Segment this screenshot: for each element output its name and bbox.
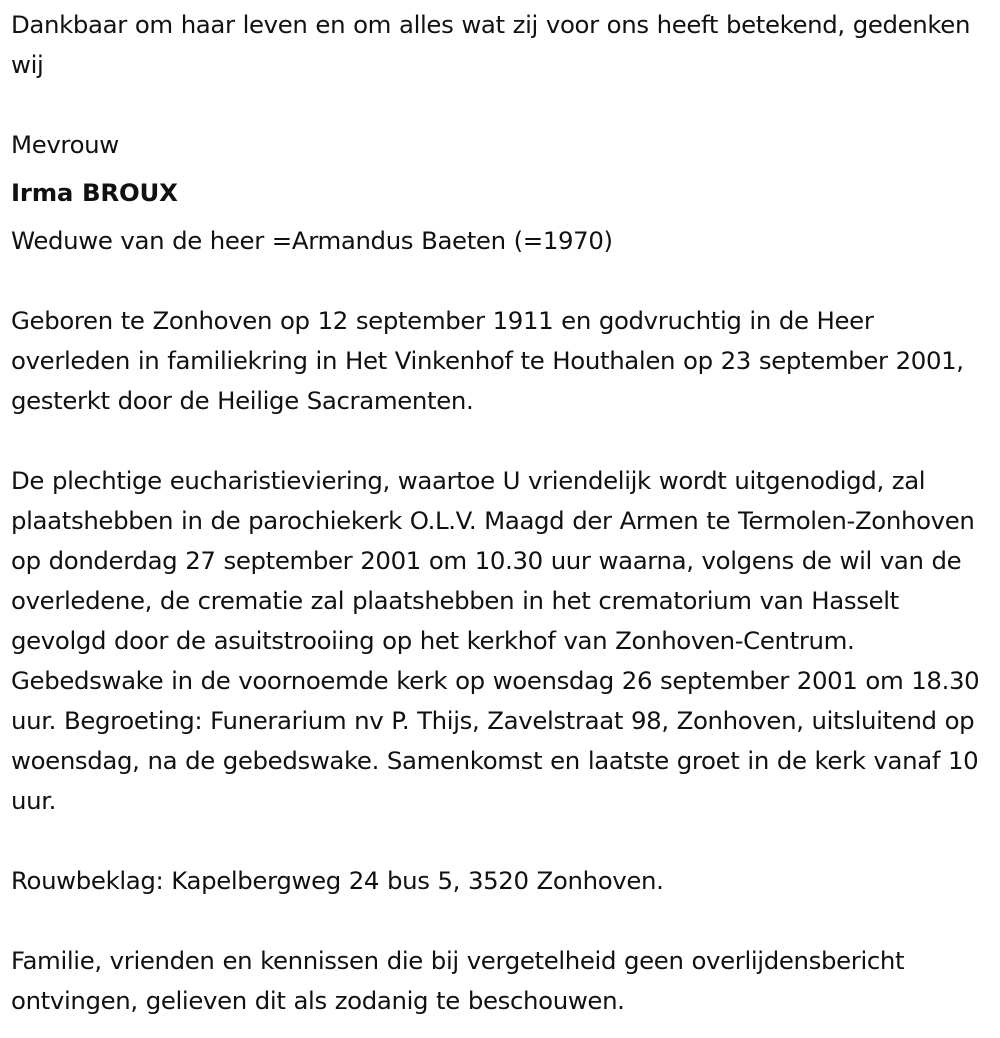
- spacer: [11, 85, 996, 125]
- spacer: [11, 261, 996, 301]
- salutation: Mevrouw: [11, 130, 119, 159]
- intro-paragraph: Dankbaar om haar leven en om alles wat zij voor ons heeft betekend, gedenken wij: [11, 10, 971, 79]
- spacer: [11, 421, 996, 461]
- spacer: [11, 901, 996, 941]
- widow-line: Weduwe van de heer =Armandus Baeten (=1970): [11, 226, 613, 255]
- deceased-name: Irma BROUX: [11, 178, 178, 207]
- condolences-address: Rouwbeklag: Kapelbergweg 24 bus 5, 3520 Zonhoven.: [11, 866, 664, 895]
- spacer: [11, 821, 996, 861]
- spacer: [11, 213, 996, 221]
- birth-death-paragraph: Geboren te Zonhoven op 12 september 1911 en godvruchtig in de Heer overleden in familiekring in Het Vinkenhof te Houthalen op 23 september 2001, gesterkt door de Heilige Sacramenten.: [11, 306, 964, 415]
- closing-paragraph: Familie, vrienden en kennissen die bij vergetelheid geen overlijdensbericht ontvingen, gelieven dit als zodanig te beschouwen.: [11, 946, 905, 1015]
- spacer: [11, 165, 996, 173]
- obituary-notice: [11, 5, 996, 1021]
- ceremony-paragraph: De plechtige eucharistieviering, waartoe U vriendelijk wordt uitgenodigd, zal plaatshebben in de parochiekerk O.L.V. Maagd der Armen te Termolen-Zonhoven op donderdag 27 september 2001 om 10.30 uur waarna, volgens de wil van de overledene, de crematie zal plaatshebben in het crematorium van Hasselt gevolgd door de asuitstrooiing op het kerkhof van Zonhoven-Centrum. Gebedswake in de voornoemde kerk op woensdag 26 september 2001 om 18.30 uur. Begroeting: Funerarium nv P. Thijs, Zavelstraat 98, Zonhoven, uitsluitend op woensdag, na de gebedswake. Samenkomst en laatste groet in de kerk vanaf 10 uur.: [11, 466, 980, 815]
